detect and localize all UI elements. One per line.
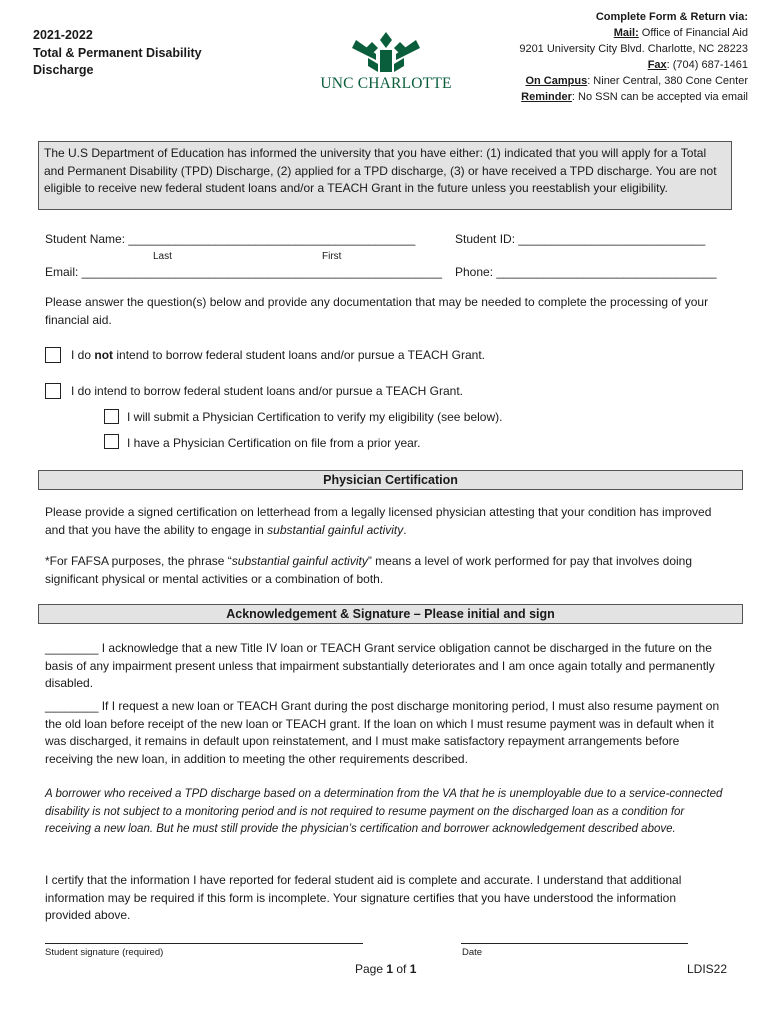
cert-on-file-checkbox[interactable] — [104, 434, 119, 449]
logo-wordmark: UNC CHARLOTTE — [320, 75, 452, 92]
acknowledgement-1[interactable]: ________ I acknowledge that a new Title IV loan or TEACH Grant service obligation cannot be discharged in the future on the basis of any impairment present unless that impairment substantially deteriorates and I am once again totally and permanently disabled. — [45, 641, 715, 690]
form-code: LDIS22 — [687, 962, 728, 976]
reminder-label: Reminder — [521, 91, 572, 103]
email-field[interactable]: Email: ______________________________________________________ — [45, 265, 443, 279]
page-number: Page 1 of 1 — [355, 962, 417, 976]
physician-paragraph: Please provide a signed certification on letterhead from a legally licensed physician attesting that your condition has improved and that you have the ability to engage in substantial gainful activity. — [45, 505, 712, 537]
fafsa-definition: *For FAFSA purposes, the phrase “substantial gainful activity” means a level of work performed for pay that involves doing significant physical or mental activities or a combination of both. — [45, 554, 693, 586]
not-borrow-label: I do not intend to borrow federal student loans and/or pursue a TEACH Grant. — [71, 348, 486, 362]
last-name-caption: Last — [153, 251, 172, 262]
acknowledgement-heading: Acknowledgement & Signature – Please initial and sign — [38, 604, 743, 624]
form-title-line1: Total & Permanent Disability — [33, 45, 202, 60]
campus-value: : Niner Central, 380 Cone Center — [587, 75, 748, 87]
signature-caption: Student signature (required) — [45, 947, 164, 958]
student-id-field[interactable]: Student ID: ____________________________ — [455, 232, 706, 246]
borrow-checkbox[interactable] — [45, 383, 61, 399]
first-name-caption: First — [322, 251, 342, 262]
submit-cert-checkbox[interactable] — [104, 409, 119, 424]
date-line[interactable] — [461, 943, 688, 944]
fax-label: Fax — [647, 59, 667, 71]
physician-certification-heading: Physician Certification — [38, 470, 743, 490]
mail-label: Mail: — [613, 27, 639, 39]
form-title-line2: Discharge — [33, 63, 94, 77]
reminder-value: : No SSN can be accepted via email — [571, 91, 748, 103]
acknowledgement-2[interactable]: ________ If I request a new loan or TEACH Grant during the post discharge monitoring period, I must also resume payment on the old loan before receipt of the new loan or TEACH grant. If the loan on which I must resume payment was in default when it was discharged, it remains in default upon reinstatement, and I must make satisfactory repayment arrangements before receiving the new loan, in addition to meeting the other requirements described. — [45, 699, 720, 766]
student-name-field[interactable]: Student Name: ___________________________________________ — [45, 232, 416, 246]
eligibility-notice: The U.S Department of Education has informed the university that you have either: (1) indicated that you will apply for a Total and Permanent Disability (TPD) Discharge, (2) applied for a TPD discharge, (3) or have received a TPD discharge. You are not eligible to receive new federal student loans and/or a TEACH Grant in the future unless you reestablish your eligibility. — [38, 141, 732, 210]
date-caption: Date — [462, 947, 483, 958]
signature-line[interactable] — [45, 943, 363, 944]
form-title-block — [33, 27, 202, 80]
cert-on-file-label: I have a Physician Certification on file from a prior year. — [127, 436, 421, 450]
certification-statement: I certify that the information I have reported for federal student aid is complete and accurate. I understand that additional information may be required if this form is incomplete. Your signature certifies that you have understood the information provided above. — [45, 873, 682, 922]
contact-heading: Complete Form & Return via: — [595, 11, 748, 23]
mailing-address: 9201 University City Blvd. Charlotte, NC 28223 — [519, 43, 748, 55]
borrow-label: I do intend to borrow federal student loans and/or pursue a TEACH Grant. — [71, 384, 464, 398]
contact-info — [519, 9, 748, 105]
campus-label: On Campus — [525, 75, 588, 87]
phone-field[interactable]: Phone: _________________________________ — [455, 265, 717, 279]
va-note: A borrower who received a TPD discharge based on a determination from the VA that he is unemployable due to a service-connected disability is not subject to a monitoring period and is not required to resume payment on the discharged loan as a condition for receiving a new loan. But he must still provide the physician’s certification and borrower acknowledgement described above. — [45, 788, 723, 835]
form-year: 2021-2022 — [33, 28, 93, 42]
submit-cert-label: I will submit a Physician Certification to verify my eligibility (see below). — [127, 410, 503, 424]
fax-value: : (704) 687-1461 — [666, 59, 748, 71]
not-borrow-checkbox[interactable] — [45, 347, 61, 363]
instructions-text: Please answer the question(s) below and provide any documentation that may be needed to complete the processing of your financial aid. — [45, 295, 709, 327]
mail-value: Office of Financial Aid — [638, 27, 748, 39]
